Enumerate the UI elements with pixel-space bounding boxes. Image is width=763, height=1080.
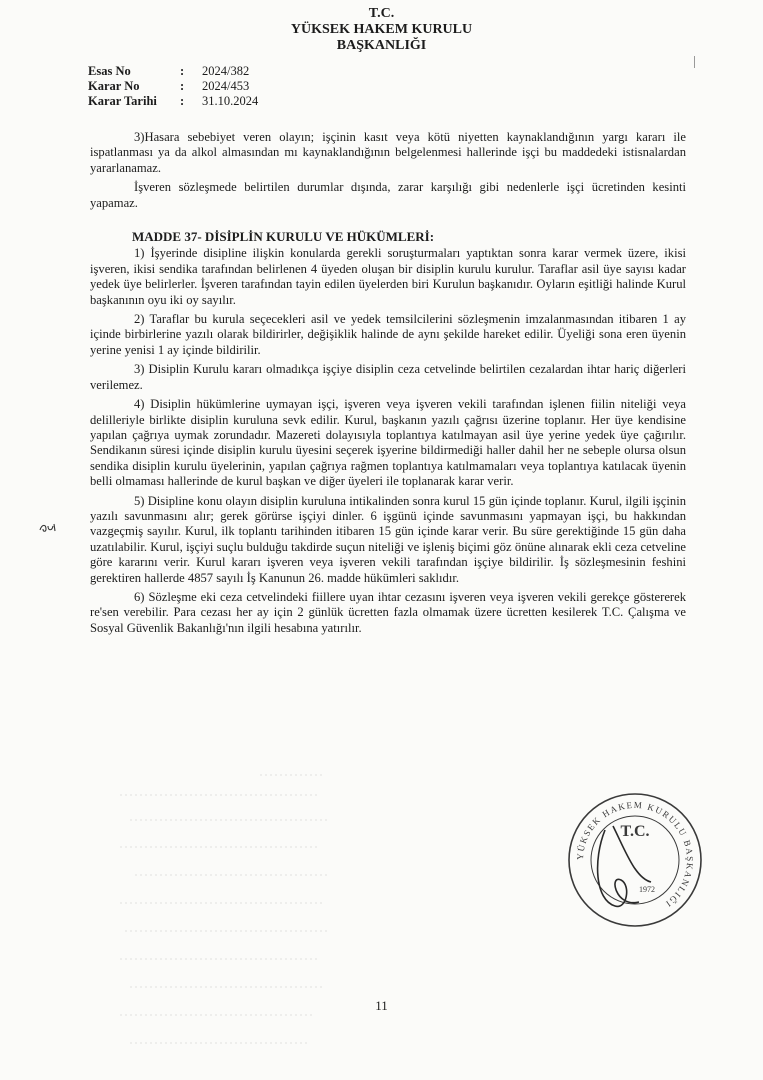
header-presidency: BAŞKANLIĞI [336,38,427,53]
paragraph-clause-6: 6) Sözleşme eki ceza cetvelindeki fiillere uyan ihtar cezasını işveren veya işveren vekili gerekçe göstererek re'sen verebilir. Para cezası her ay için 2 günlük ücretten fazla olmamak üzere ücretten kesilerek T.C. Çalışma ve Sosyal Güvenlik Bakanlığı'nın ilgili hesabına yatırılır. [90,589,686,635]
paragraph-clause-1: 1) İşyerinde disipline ilişkin konularda gerekli soruşturmaları yaptıktan sonra karar vermek üzere, ikisi işveren, ikisi sendika tarafından belirlenen 4 üyeden oluşan bir disiplin kurulu kurulur. Taraflar asil üye sayısı kadar yedek üye belirlerler. İşveren tarafından tayin edilen üyelerden biri Kurulun başkanıdır. Oyların eşitliği halinde Kurul başkanının oyu iki oy sayılır. [90,246,686,307]
faded-signature-area [110,765,340,1065]
meta-row-tarih [88,94,258,109]
meta-colon: : [180,79,185,93]
document-header [0,6,763,54]
meta-label: Esas No [88,64,131,78]
meta-row-esas [88,64,258,79]
paragraph-no-deduction: İşveren sözleşmede belirtilen durumlar dışında, zarar karşılığı gibi nedenlerle işçi ücretinden kesinti yapamaz. [90,180,686,210]
article-heading: MADDE 37- DİSİPLİN KURULU VE HÜKÜMLERİ: [132,229,435,245]
meta-value: 31.10.2024 [202,94,259,108]
paragraph-clause-3: 3) Disiplin Kurulu kararı olmadıkça işçiye disiplin ceza cetvelinde belirtilen cezalardan ihtar hariç diğerleri verilemez. [90,362,686,392]
paragraph-clause-2: 2) Taraflar bu kurula seçecekleri asil ve yedek temsilcilerini sözleşmenin imzalanmasından itibaren 1 ay içinde birbirlerine yazılı olarak bildirirler, değişiklik halinde de aynı şekilde hareket edilir. Üyeliği sona eren üyenin yerine yenisi 1 ay içinde bildirilir. [90,312,686,357]
stamp-ring-text: YÜKSEK HAKEM KURULU BAŞKANLIĞI [574,799,696,910]
meta-label: Karar No [88,79,140,93]
header-tc: T.C. [368,6,395,21]
official-stamp [565,790,705,930]
meta-label: Karar Tarihi [88,94,157,108]
meta-colon: : [180,94,185,108]
page-number: 11 [375,998,388,1013]
meta-value: 2024/382 [202,64,250,78]
meta-row-karar [88,79,258,94]
header-institution: YÜKSEK HAKEM KURULU [290,22,473,37]
paragraph-clause-5: 5) Disipline konu olayın disiplin kuruluna intikalinden sonra kurul 15 gün içinde toplanır. Kurul, ilgili işçinin yazılı savunmasını alır; gerek görürse işçiyi dinler. 6 işgünü içinde savunmasını yapmayan işçi, bu hakkından vazgeçmiş sayılır. Kurul, ilk toplantı tarihinden itibaren 15 gün içinde karar verir. Bu süre gerektiğinde 15 gün daha uzatılabilir. Kurul, işçiyi suçlu bulduğu takdirde suçun niteliği ve işleniş biçimi göz önüne alınarak ekli ceza cetveline göre kararını verir. Kurul kararı işveren veya işveren vekili tarafından işçiye bildirilir. İş sözleşmesinin feshini gerektiren hallerde 4857 sayılı İş Kanunun 26. madde hükümleri saklıdır. [90,493,686,585]
document-body [90,130,686,640]
case-metadata [88,64,258,109]
paragraph-damage-exception: 3)Hasara sebebiyet veren olayın; işçinin kasıt veya kötü niyetten kaynaklandığının yargı kararı ile ispatlanması ya da alkol almasından mı kaynaklandığının belgelenmesi hallerinde işçi bu maddedeki istisnalardan yararlanamaz. [90,130,686,175]
handwritten-initial [38,520,64,538]
meta-colon: : [180,64,185,78]
scan-speck [694,56,695,68]
paragraph-clause-4: 4) Disiplin hükümlerine uymayan işçi, işveren veya işveren vekili tarafından işlenen fiilin niteliği veya delilleriyle birlikte disiplin kuruluna sevk edilir. Kurul, başkanın yazılı çağrısı üzerine toplanır. Her üye kendisine yapılan çağrıya uymak zorundadır. Mazereti dolayısıyla toplantıya katılmayan asil üye yerine yedek üye çağırılır. Sendikanın süresi içinde disiplin kurulu üyesini seçerek işyerine bildirmediği haller dahil her ne sebeple olursa olsun sendika disiplin kurulu üyelerinin, yapılan çağrıya rağmen toplantıya katılmamaları veya toplantıya katılacak üyenin belli olmaması hallerinde de kurul başkan ve diğer üyeleri ile toplanarak karar verir. [90,397,686,489]
stamp-center-text: T.C. [620,823,650,840]
stamp-year: 1972 [639,885,655,894]
meta-value: 2024/453 [202,79,250,93]
